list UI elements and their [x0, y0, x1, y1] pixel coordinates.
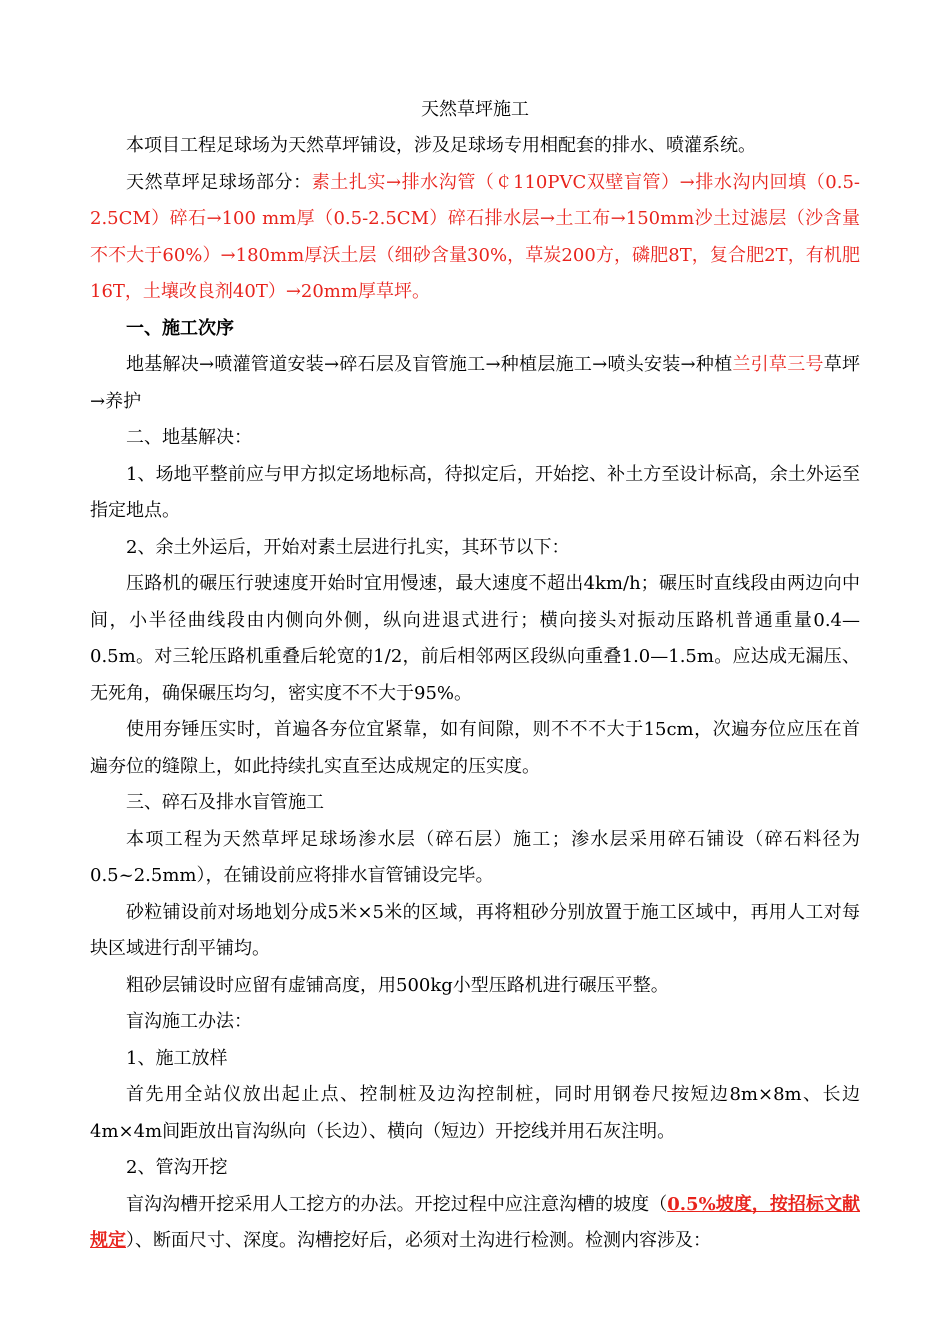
heading-layout: 1、施工放样: [126, 1047, 228, 1069]
order-grass-type: 兰引草三号: [732, 354, 824, 375]
order-text-b: 草坪→养护: [90, 354, 860, 412]
trench-text-a: 盲沟沟槽开挖采用人工挖方的办法。开挖过程中应注意沟槽的坡度（: [126, 1193, 668, 1215]
components-sequence: 素土扎实→排水沟管（￠110PVC双壁盲管）→排水沟内回填（0.5-2.5CM）碎石→100 mm厚（0.5-2.5CM）碎石排水层→土工布→150mm沙土过滤层（沙含量不不大于60%）→180mm厚沃土层（细砂含量30%，草炭200方，磷肥8T，复合肥2T，有机肥16T，土壤改良剂40T）→20mm厚草坪。: [90, 171, 861, 302]
paragraph-gravel-3: 粗砂层铺设时应留有虚铺高度，用500kg小型压路机进行碾压平整。: [126, 974, 669, 996]
paragraph-foundation-1: 1、场地平整前应与甲方拟定场地标高，待拟定后，开始挖、补土方至设计标高，余土外运至指定地点。: [90, 463, 860, 521]
heading-construction-order: 一、施工次序: [126, 317, 234, 339]
trench-slope-note: 0.5%坡度，按招标文献规定: [90, 1193, 861, 1251]
paragraph-roller: 压路机的碾压行驶速度开始时宜用慢速，最大速度不超出4km/h；碾压时直线段由两边向中间，小半径曲线段由内侧向外侧，纵向进退式进行；横向接头对振动压路机普通重量0.4—0.5m。对三轮压路机重叠后轮宽的1/2，前后相邻两区段纵向重叠1.0—1.5m。应达成无漏压、无死角，确保碾压均匀，密实度不不大于95%。: [90, 573, 860, 704]
paragraph-foundation-2: 2、余土外运后，开始对素土层进行扎实，其环节以下：: [126, 536, 570, 558]
heading-trench: 2、管沟开挖: [126, 1157, 228, 1178]
heading-blind-ditch: 盲沟施工办法：: [126, 1011, 252, 1032]
paragraph-order: [90, 347, 860, 420]
paragraph-intro: 本项目工程足球场为天然草坪铺设，涉及足球场专用相配套的排水、喷灌系统。: [126, 135, 756, 156]
paragraph-gravel-1: 本项工程为天然草坪足球场渗水层（碎石层）施工；渗水层采用碎石铺设（碎石料径为0.5~2.5mm），在铺设前应将排水盲管铺设完毕。: [90, 828, 860, 886]
paragraph-tamper: 使用夯锤压实时，首遍各夯位宜紧靠，如有间隙，则不不不大于15cm，次遍夯位应压在首遍夯位的缝隙上，如此持续扎实直至达成规定的压实度。: [90, 719, 860, 777]
paragraph-trench: [90, 1187, 860, 1260]
trench-text-b: ）、断面尺寸、深度。沟槽挖好后，必须对土沟进行检测。检测内容涉及：: [126, 1230, 711, 1251]
heading-foundation: 二、地基解决：: [126, 427, 252, 448]
paragraph-gravel-2: 砂粒铺设前对场地划分成5米×5米的区域，再将粗砂分别放置于施工区域中，再用人工对每块区域进行刮平铺均。: [90, 901, 860, 959]
paragraph-layout: 首先用全站仪放出起止点、控制桩及边沟控制桩，同时用钢卷尺按短边8m×8m、长边4m×4m间距放出盲沟纵向（长边）、横向（短边）开挖线并用石灰注明。: [90, 1084, 860, 1142]
document-title: 天然草坪施工: [421, 99, 529, 120]
paragraph-components: [90, 165, 860, 311]
order-text-a: 地基解决→喷灌管道安装→碎石层及盲管施工→种植层施工→喷头安装→种植: [126, 354, 733, 375]
components-label: 天然草坪足球场部分：: [126, 171, 312, 193]
heading-gravel-drain: 三、碎石及排水盲管施工: [126, 792, 324, 813]
